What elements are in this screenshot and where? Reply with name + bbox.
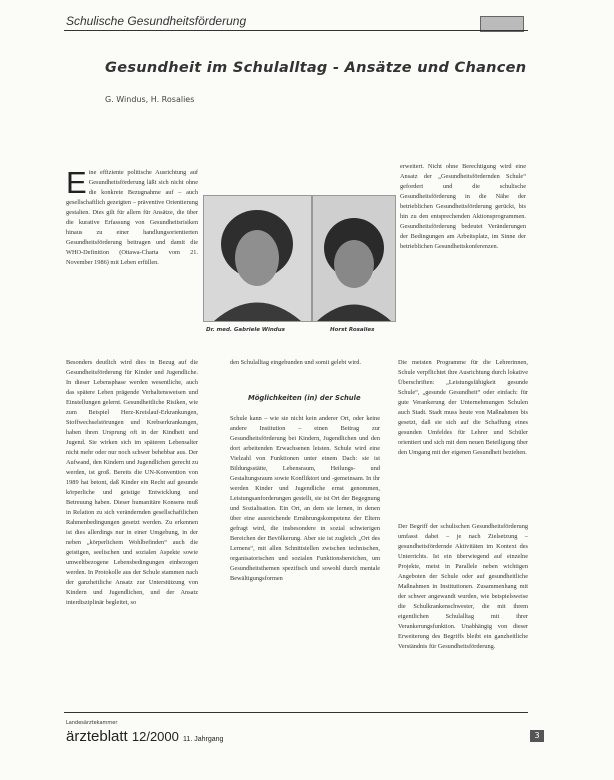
issue-volume: 11. Jahrgang [183,736,224,743]
column-3-text: Die meisten Programme für die Lehrerinnen, Schule verpflichtet ihre Ausrichtung durch lokative Überschriften: „Leistungsfähigkeit gesunde Schule“, „gesunde Gesundheit“ oder einfach: für gute Verankerung der Unternehmungen Schulen auch Stadt. Stadt muss heute von Maßnahmen bis gesetzt, daß sie sich auf die Schaffung eines gesunden Umfeldes für Lehrer und Schüler orientiert und sich mit dem neuen Beteiligung über den Umgang mit der eigenen Gesundheit beziehen. [398,359,528,456]
issue-number: 12/2000 [131,729,179,744]
column-2-lead: den Schulalltag eingebunden und somit gelebt wird. [230,359,361,366]
brand-name: ärzteblatt [66,728,128,745]
author-photo-rosalies [312,195,396,322]
column-1-text: Besonders deutlich wird dies in Bezug auf die Gesundheitsförderung für Kinder und Jugendliche. In dieser Lebensphase werden wesentliche, auch das spätere Leben prägende Verhaltensweisen und Einstellungen gelernt. Gesundheitliche Risiken, wie zum Beispiel Herz-Kreislauf-Erkrankungen, Stoffwechselstörungen und Krebserkrankungen, haben ihren Ursprung oft in der Kindheit und Jugend. Sie wirken sich im späteren Lebensalter nicht mehr oder nur noch schwer behebbar aus. Der Aufwand, den Kindern und Jugendlichen gerecht zu werden, ist groß. Bereits die UN-Konvention von 1989 hat betont, daß Kinder ein Recht auf gesunde körperliche und geistige Entwicklung und Betreuung haben. Dieser humanitäre Konsens muß in Relation zu sich verändernden gesellschaftlichen Rahmenbedingungen gesetzt werden. Zu erkennen ist dies allerdings nur in einer Umgebung, in der neben „körperlichem Wohlbefinden“ auch die geistigen, seelischen und sozialen Aspekte sowie umweltbezogene Lebensbedingungen einbezogen werden. In Protokolle aus der Schule stammen nach der ganzheitliche Ansatz zur Unterstützung von Kindern und Jugendlichen, und der Ansatz interdisziplinär begleitet, so [66,359,198,606]
page-number: 3 [530,730,544,742]
right-top-paragraph: erweitert. Nicht ohne Berechtigung wird eine Ansatz der „Gesundheitsfördernden Schule“ gefordert und die schulische Gesundheitsförderung in die Nähe der betrieblichen Gesundheitsförderung gerückt, bis hin zu den entsprechenden Aktionsprogrammen. Gesundheitsförderung bedeutet Veränderungen der Bedingungen am Arbeitsplatz, im Sinne der betrieblichen Gesundheitskonferenzen. [400,163,526,250]
photo-caption-rosalies: Horst Rosalies [330,327,375,333]
author-photo-windus [203,195,312,322]
footer-brand [66,728,223,745]
photo-caption-windus: Dr. med. Gabriele Windus [206,327,285,333]
article-authors: G. Windus, H. Rosalies [105,95,195,104]
header-rule [64,30,528,31]
footer-rule [64,712,528,713]
section-header: Schulische Gesundheitsförderung [66,14,247,28]
intro-text: ine effiziente politische Ausrichtung auf Gesundheitsförderung läßt sich nicht ohne die konkrete Bezugnahme auf – auch gesellschaftlich gezeigten – präventive Orientierung gestalten. Dies gilt für allem für Ansätze, die über die kurative Erfassung von Gesundheitsrisiken hinaus zu einer handlungsorientierten Gesundheitsförderung beitragen und damit die WHO-Definition (Ottawa-Charta vom 21. November 1986) mit Leben erfüllen. [66,169,198,266]
column-2-body: Schule kann – wie sie nicht kein anderer Ort, oder keine andere Institution – einen Beitrag zur Gesundheitsförderung bei Kindern, Jugendlichen und den dort arbeitenden Erwachsenen leisten. Schule wird eine Vielzahl von Funktionen unter einem Dach: sie ist Bildungsstätte, Lebensraum, Heilungs- und Gestaltungsraum sowie Konfliktort und -gemeinsam. In ihr werden Kinder und Jugendliche ernst genommen, Leistungsanforderungen gestellt, sie ist Ort der Begegnung und Sozialisation. Ein Ort, an dem sie lernen, in denen über eine ausreichende Ernährungskompetenz der Eltern gefragt wird, die insbesondere in sozial schwierigen Bereichen der Bevölkerung. Aber sie ist zugleich „Ort des Lernens“, mit allen Schnittstellen zwischen technischen, organisatorischen und sozialen Funktionsbereichen, um Gesundheitsthemen spezifisch und sowohl durch mentale Bewältigungsformen [230,415,380,582]
drop-cap: E [66,168,87,200]
section-subhead: Möglichkeiten (in) der Schule [248,394,361,402]
portrait-image [204,196,311,321]
intro-paragraph [66,168,198,348]
column-3-text-2: Der Begriff der schulischen Gesundheitsförderung umfasst dabei – je nach Zielsetzung – gesundheitsfördernde Aktivitäten im Kontext des Unterrichts. Ist ein überwiegend auf einzelne Projekte, meist in Parallele neben wichtigen Angeboten der Schule oder auf gesundheitliche Maßnahmen in Institutionen. Zusammenhang mit der schwer angewandt wurden, wie beispielsweise die Schulkrankenschwester, die mit ihrem eigentlichen Schulalltag mit ihrer Verankerungsfunktion. Unabhängig von dieser Erweiterung des Begriffs bleibt ein ganzheitliche Verständnis für Gesundheitsförderung. [398,523,528,650]
footer-publisher: Landesärztekammer [66,720,118,726]
article-title: Gesundheit im Schulalltag - Ansätze und Chancen [105,60,527,76]
portrait-image [313,196,395,321]
